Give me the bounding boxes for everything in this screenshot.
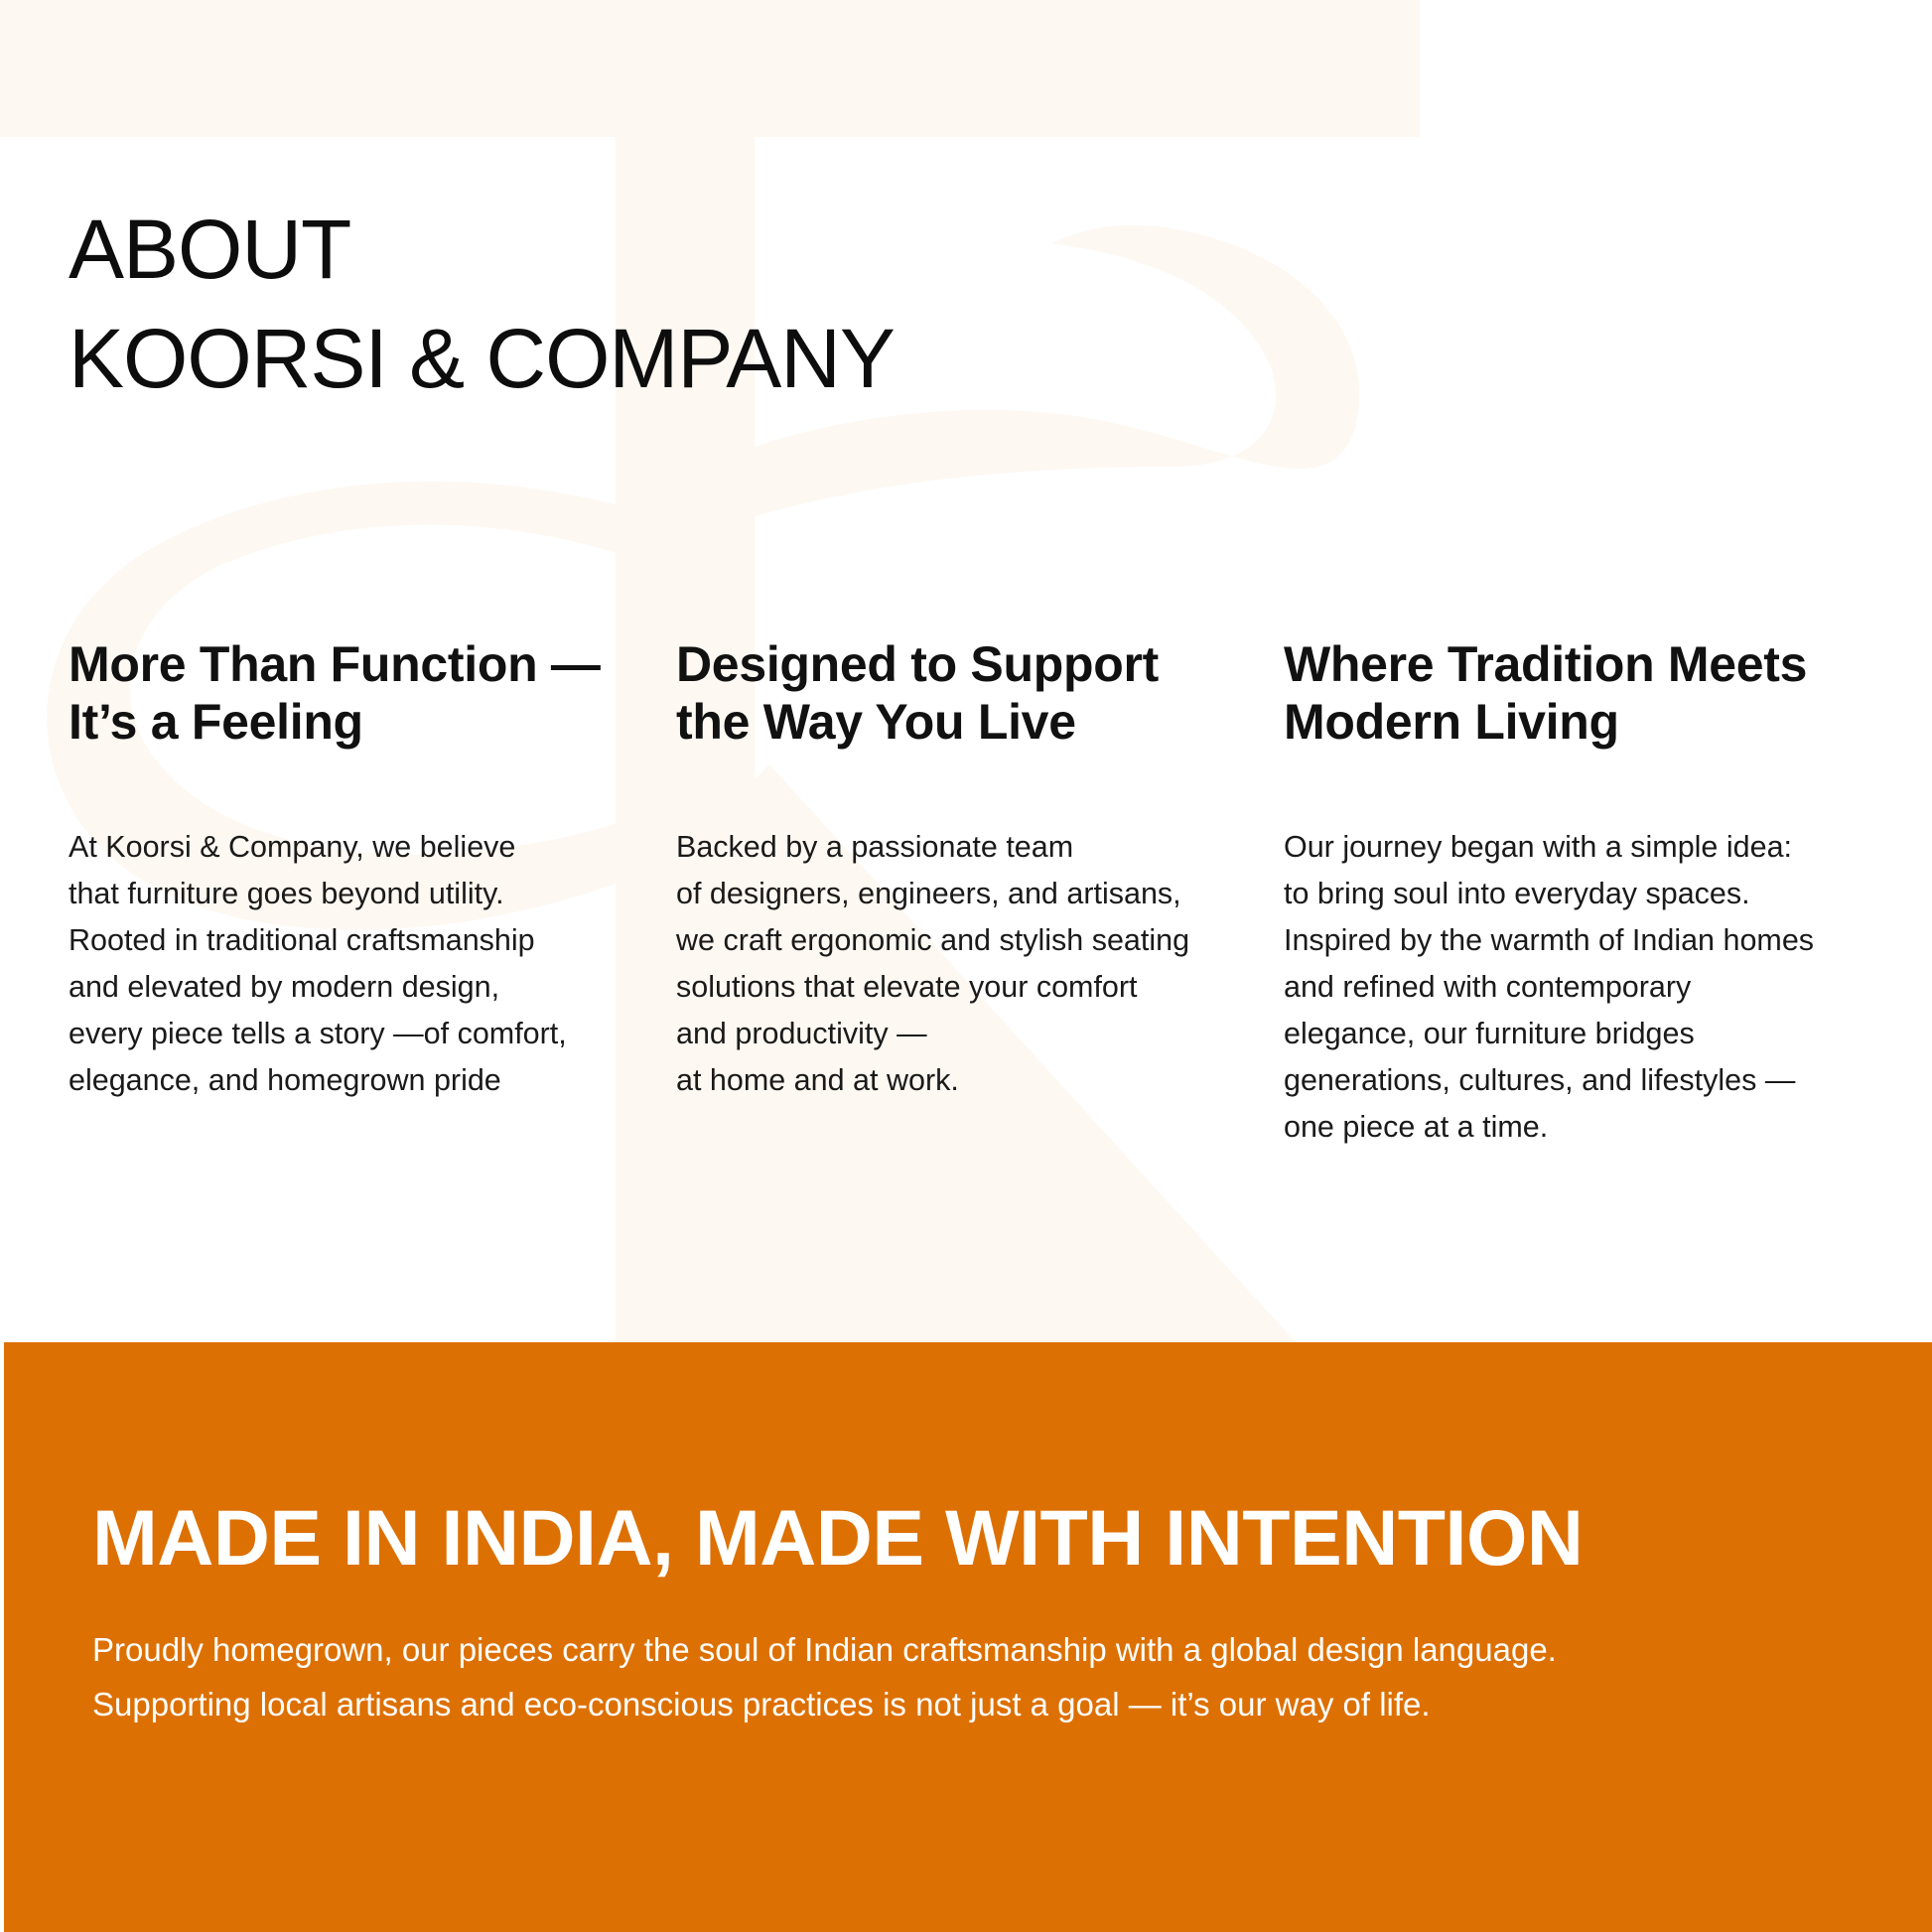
feature-column-support	[676, 635, 1247, 1097]
feature-description: Backed by a passionate team of designers, engineers, and artisans, we craft ergonomic and stylish seating solutions that elevate your comfort and productivity — at home and at work.	[676, 830, 1190, 1097]
feature-heading: Designed to Support the Way You Live	[676, 636, 1159, 750]
about-title-line-1: ABOUT	[69, 203, 351, 296]
feature-heading: More Than Function — It’s a Feeling	[69, 636, 601, 750]
banner-description: Proudly homegrown, our pieces carry the soul of Indian craftsmanship with a global design language. Supporting local artisans and eco-conscious practices is not just a goal — it’s our way of life.	[92, 1631, 1557, 1723]
feature-column-feeling	[69, 635, 639, 1097]
feature-description: Our journey began with a simple idea: to bring soul into everyday spaces. Inspired by the warmth of Indian homes and refined with contemporary elegance, our furniture bridges generations, cultures, and lifestyles — one piece at a time.	[1284, 830, 1815, 1144]
feature-description: At Koorsi & Company, we believe that furniture goes beyond utility. Rooted in traditional craftsmanship and elevated by modern design, every piece tells a story —of comfort, elegance, and homegrown pride	[69, 830, 567, 1097]
about-title	[69, 195, 895, 413]
about-title-line-2: KOORSI & COMPANY	[69, 312, 895, 405]
feature-heading: Where Tradition Meets Modern Living	[1284, 636, 1808, 750]
banner-title: MADE IN INDIA, MADE WITH INTENTION	[92, 1493, 1584, 1582]
made-in-india-banner	[4, 1342, 1932, 1932]
feature-column-tradition	[1284, 635, 1855, 1144]
